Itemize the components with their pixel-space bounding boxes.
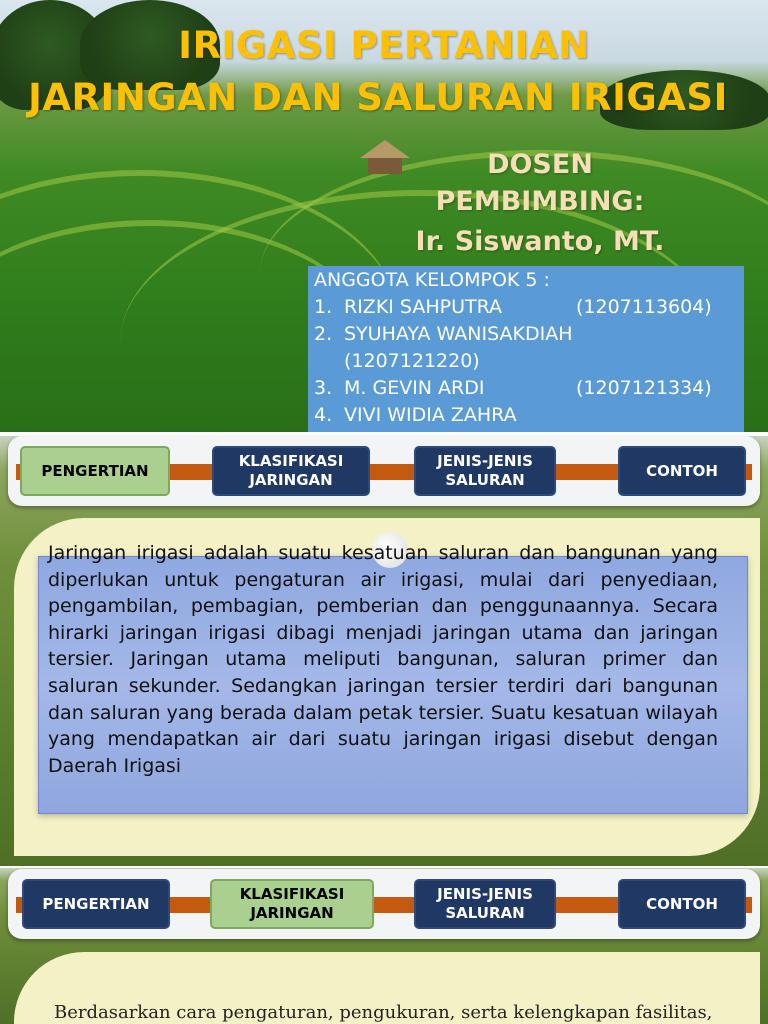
nav-klasifikasi-button[interactable]: KLASIFIKASI JARINGAN: [212, 446, 370, 496]
nav-pengertian-button[interactable]: PENGERTIAN: [20, 446, 170, 496]
member-name: SYUHAYA WANISAKDIAH: [344, 323, 573, 345]
dosen-label-line2: PEMBIMBING:: [435, 186, 645, 217]
member-row: [314, 321, 744, 348]
dosen-name: Ir. Siswanto, MT.: [415, 226, 665, 257]
slide-title-line1: IRIGASI PERTANIAN: [178, 24, 590, 67]
member-list-header: ANGGOTA KELOMPOK 5 :: [314, 269, 550, 291]
member-list-box: [308, 266, 744, 432]
member-number: 2.: [314, 323, 333, 345]
nav-jenis-button[interactable]: JENIS-JENIS SALURAN: [414, 446, 556, 496]
member-name: RIZKI SAHPUTRA: [344, 296, 503, 318]
nav-contoh-button[interactable]: CONTOH: [618, 446, 746, 496]
klasifikasi-paragraph: Berdasarkan cara pengaturan, pengukuran, serta kelengkapan fasilitas,: [54, 1002, 713, 1023]
member-name: VIVI WIDIA ZAHRA: [344, 404, 517, 426]
nav-contoh-button[interactable]: CONTOH: [618, 879, 746, 929]
nav-bar: [8, 436, 760, 506]
dosen-label-line1: DOSEN: [487, 149, 593, 180]
member-row: [314, 375, 744, 402]
dosen-label: [390, 146, 690, 220]
nav-pengertian-button[interactable]: PENGERTIAN: [22, 879, 170, 929]
member-number: 1.: [314, 296, 333, 318]
nav-klasifikasi-button[interactable]: KLASIFIKASI JARINGAN: [210, 879, 374, 929]
nav-jenis-button[interactable]: JENIS-JENIS SALURAN: [414, 879, 556, 929]
member-id: (1207121220): [344, 350, 480, 372]
member-id: (1207121334): [576, 377, 712, 399]
member-id: (1207113604): [576, 296, 712, 318]
title-slide: [0, 0, 768, 432]
nav-bar: [8, 869, 760, 939]
member-row: [314, 402, 744, 429]
member-number: 4.: [314, 404, 333, 426]
member-number: 3.: [314, 377, 333, 399]
member-row: [314, 294, 744, 321]
pengertian-paragraph: Jaringan irigasi adalah suatu kesatuan saluran dan bangunan yang diperlukan untuk pengaturan air irigasi, mulai dari penyediaan, pengambilan, pembagian, pemberian dan penggunaannya. Secara hirarki jaringan irigasi dibagi menjadi jaringan utama dan jaringan tersier. Jaringan utama meliputi bangunan, saluran primer dan saluran sekunder. Sedangkan jaringan tersier terdiri dari bangunan dan saluran yang berada dalam petak tersier. Suatu kesatuan wilayah yang mendapatkan air dari suatu jaringan irigasi disebut dengan Daerah Irigasi: [48, 542, 718, 777]
member-name: M. GEVIN ARDI: [344, 377, 485, 399]
slide-title-line2: JARINGAN DAN SALURAN IRIGASI: [28, 76, 728, 119]
